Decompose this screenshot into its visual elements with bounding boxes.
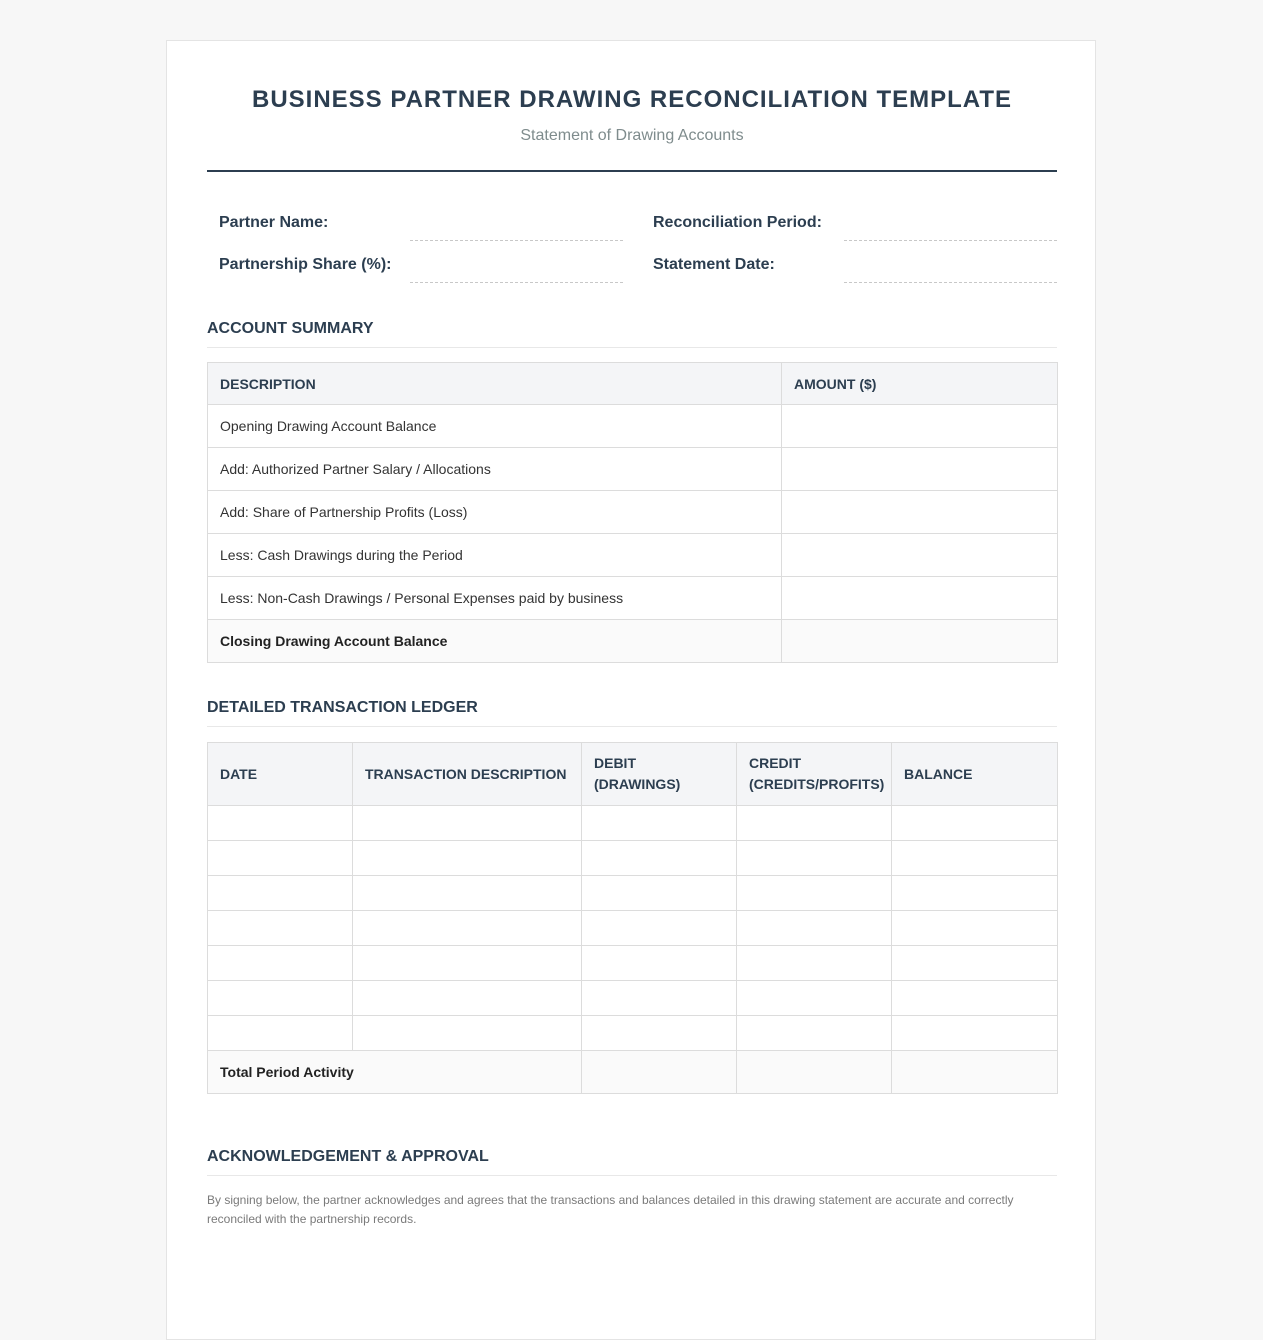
summary-amount-cell[interactable]: [782, 534, 1058, 577]
total-balance-cell[interactable]: [892, 1051, 1058, 1094]
ledger-cell[interactable]: [353, 1016, 582, 1051]
table-row: [208, 448, 1058, 491]
ledger-cell[interactable]: [892, 911, 1058, 946]
column-header-date: DATE: [208, 743, 353, 806]
table-row: [208, 876, 1058, 911]
reconciliation-period-field: [641, 208, 1057, 238]
account-summary-table: [207, 362, 1058, 663]
ledger-cell[interactable]: [892, 806, 1058, 841]
ledger-cell[interactable]: [353, 806, 582, 841]
summary-amount-cell[interactable]: [782, 405, 1058, 448]
ledger-cell[interactable]: [582, 806, 737, 841]
acknowledgement-text: By signing below, the partner acknowledges and agrees that the transactions and balances detailed in this drawing statement are accurate and correctly reconciled with the partnership records.: [207, 1193, 1014, 1226]
total-debit-cell[interactable]: [582, 1051, 737, 1094]
ledger-cell[interactable]: [582, 1016, 737, 1051]
ledger-cell[interactable]: [208, 981, 353, 1016]
summary-description-cell: Less: Cash Drawings during the Period: [208, 534, 782, 577]
ledger-cell[interactable]: [208, 806, 353, 841]
table-row: [208, 911, 1058, 946]
ledger-cell[interactable]: [208, 876, 353, 911]
ledger-heading: DETAILED TRANSACTION LEDGER: [207, 699, 1057, 727]
table-header-row: [208, 363, 1058, 405]
partner-name-field: [207, 208, 623, 238]
total-period-activity-label: Total Period Activity: [208, 1051, 582, 1094]
ledger-cell[interactable]: [892, 876, 1058, 911]
summary-amount-cell[interactable]: [782, 577, 1058, 620]
ledger-cell[interactable]: [208, 1016, 353, 1051]
column-header-transaction-description: TRANSACTION DESCRIPTION: [353, 743, 582, 806]
closing-balance-amount-cell[interactable]: [782, 620, 1058, 663]
acknowledgement-heading: ACKNOWLEDGEMENT & APPROVAL: [207, 1148, 1057, 1176]
ledger-cell[interactable]: [353, 981, 582, 1016]
statement-date-field: [641, 250, 1057, 280]
ledger-cell[interactable]: [737, 841, 892, 876]
column-header-description: DESCRIPTION: [208, 363, 782, 405]
summary-description-cell: Add: Share of Partnership Profits (Loss): [208, 491, 782, 534]
summary-amount-cell[interactable]: [782, 448, 1058, 491]
table-row: [208, 491, 1058, 534]
column-header-debit: DEBIT (DRAWINGS): [582, 743, 737, 806]
column-header-credit: CREDIT (CREDITS/PROFITS): [737, 743, 892, 806]
transaction-ledger-table: [207, 742, 1058, 1094]
ledger-cell[interactable]: [208, 841, 353, 876]
table-row: [208, 577, 1058, 620]
ledger-cell[interactable]: [353, 841, 582, 876]
partner-name-line[interactable]: [410, 240, 623, 241]
table-row: [208, 981, 1058, 1016]
ledger-cell[interactable]: [892, 946, 1058, 981]
ledger-cell[interactable]: [582, 841, 737, 876]
table-row: [208, 405, 1058, 448]
ledger-cell[interactable]: [582, 981, 737, 1016]
summary-description-cell: Less: Non-Cash Drawings / Personal Expenses paid by business: [208, 577, 782, 620]
title-divider: [207, 170, 1057, 172]
table-row: [208, 534, 1058, 577]
column-header-balance: BALANCE: [892, 743, 1058, 806]
ledger-cell[interactable]: [892, 841, 1058, 876]
ledger-cell[interactable]: [582, 946, 737, 981]
ledger-cell[interactable]: [353, 946, 582, 981]
statement-date-label: Statement Date:: [653, 256, 775, 273]
total-period-activity-row: [208, 1051, 1058, 1094]
ledger-cell[interactable]: [737, 806, 892, 841]
table-row: [208, 806, 1058, 841]
reconciliation-period-label: Reconciliation Period:: [653, 214, 822, 231]
column-header-amount: AMOUNT ($): [782, 363, 1058, 405]
document-page: [166, 40, 1096, 1340]
ledger-cell[interactable]: [737, 1016, 892, 1051]
reconciliation-period-line[interactable]: [844, 240, 1057, 241]
ledger-cell[interactable]: [353, 911, 582, 946]
ledger-cell[interactable]: [737, 876, 892, 911]
ledger-cell[interactable]: [208, 946, 353, 981]
statement-date-line[interactable]: [844, 282, 1057, 283]
partnership-share-line[interactable]: [410, 282, 623, 283]
table-header-row: [208, 743, 1058, 806]
table-row: [208, 946, 1058, 981]
ledger-cell[interactable]: [582, 876, 737, 911]
document-title: BUSINESS PARTNER DRAWING RECONCILIATION TEMPLATE: [251, 86, 1012, 113]
summary-description-cell: Opening Drawing Account Balance: [208, 405, 782, 448]
partner-name-label: Partner Name:: [219, 214, 329, 231]
table-row: [208, 841, 1058, 876]
account-summary-heading: ACCOUNT SUMMARY: [207, 320, 1057, 348]
closing-balance-row: [208, 620, 1058, 663]
partnership-share-label: Partnership Share (%):: [219, 256, 392, 273]
ledger-cell[interactable]: [737, 981, 892, 1016]
document-subtitle: Statement of Drawing Accounts: [520, 127, 744, 144]
ledger-cell[interactable]: [892, 981, 1058, 1016]
ledger-cell[interactable]: [737, 911, 892, 946]
closing-balance-label: Closing Drawing Account Balance: [208, 620, 782, 663]
total-credit-cell[interactable]: [737, 1051, 892, 1094]
ledger-cell[interactable]: [737, 946, 892, 981]
partnership-share-field: [207, 250, 623, 280]
summary-description-cell: Add: Authorized Partner Salary / Allocations: [208, 448, 782, 491]
summary-amount-cell[interactable]: [782, 491, 1058, 534]
ledger-cell[interactable]: [582, 911, 737, 946]
ledger-cell[interactable]: [208, 911, 353, 946]
ledger-cell[interactable]: [892, 1016, 1058, 1051]
ledger-cell[interactable]: [353, 876, 582, 911]
table-row: [208, 1016, 1058, 1051]
